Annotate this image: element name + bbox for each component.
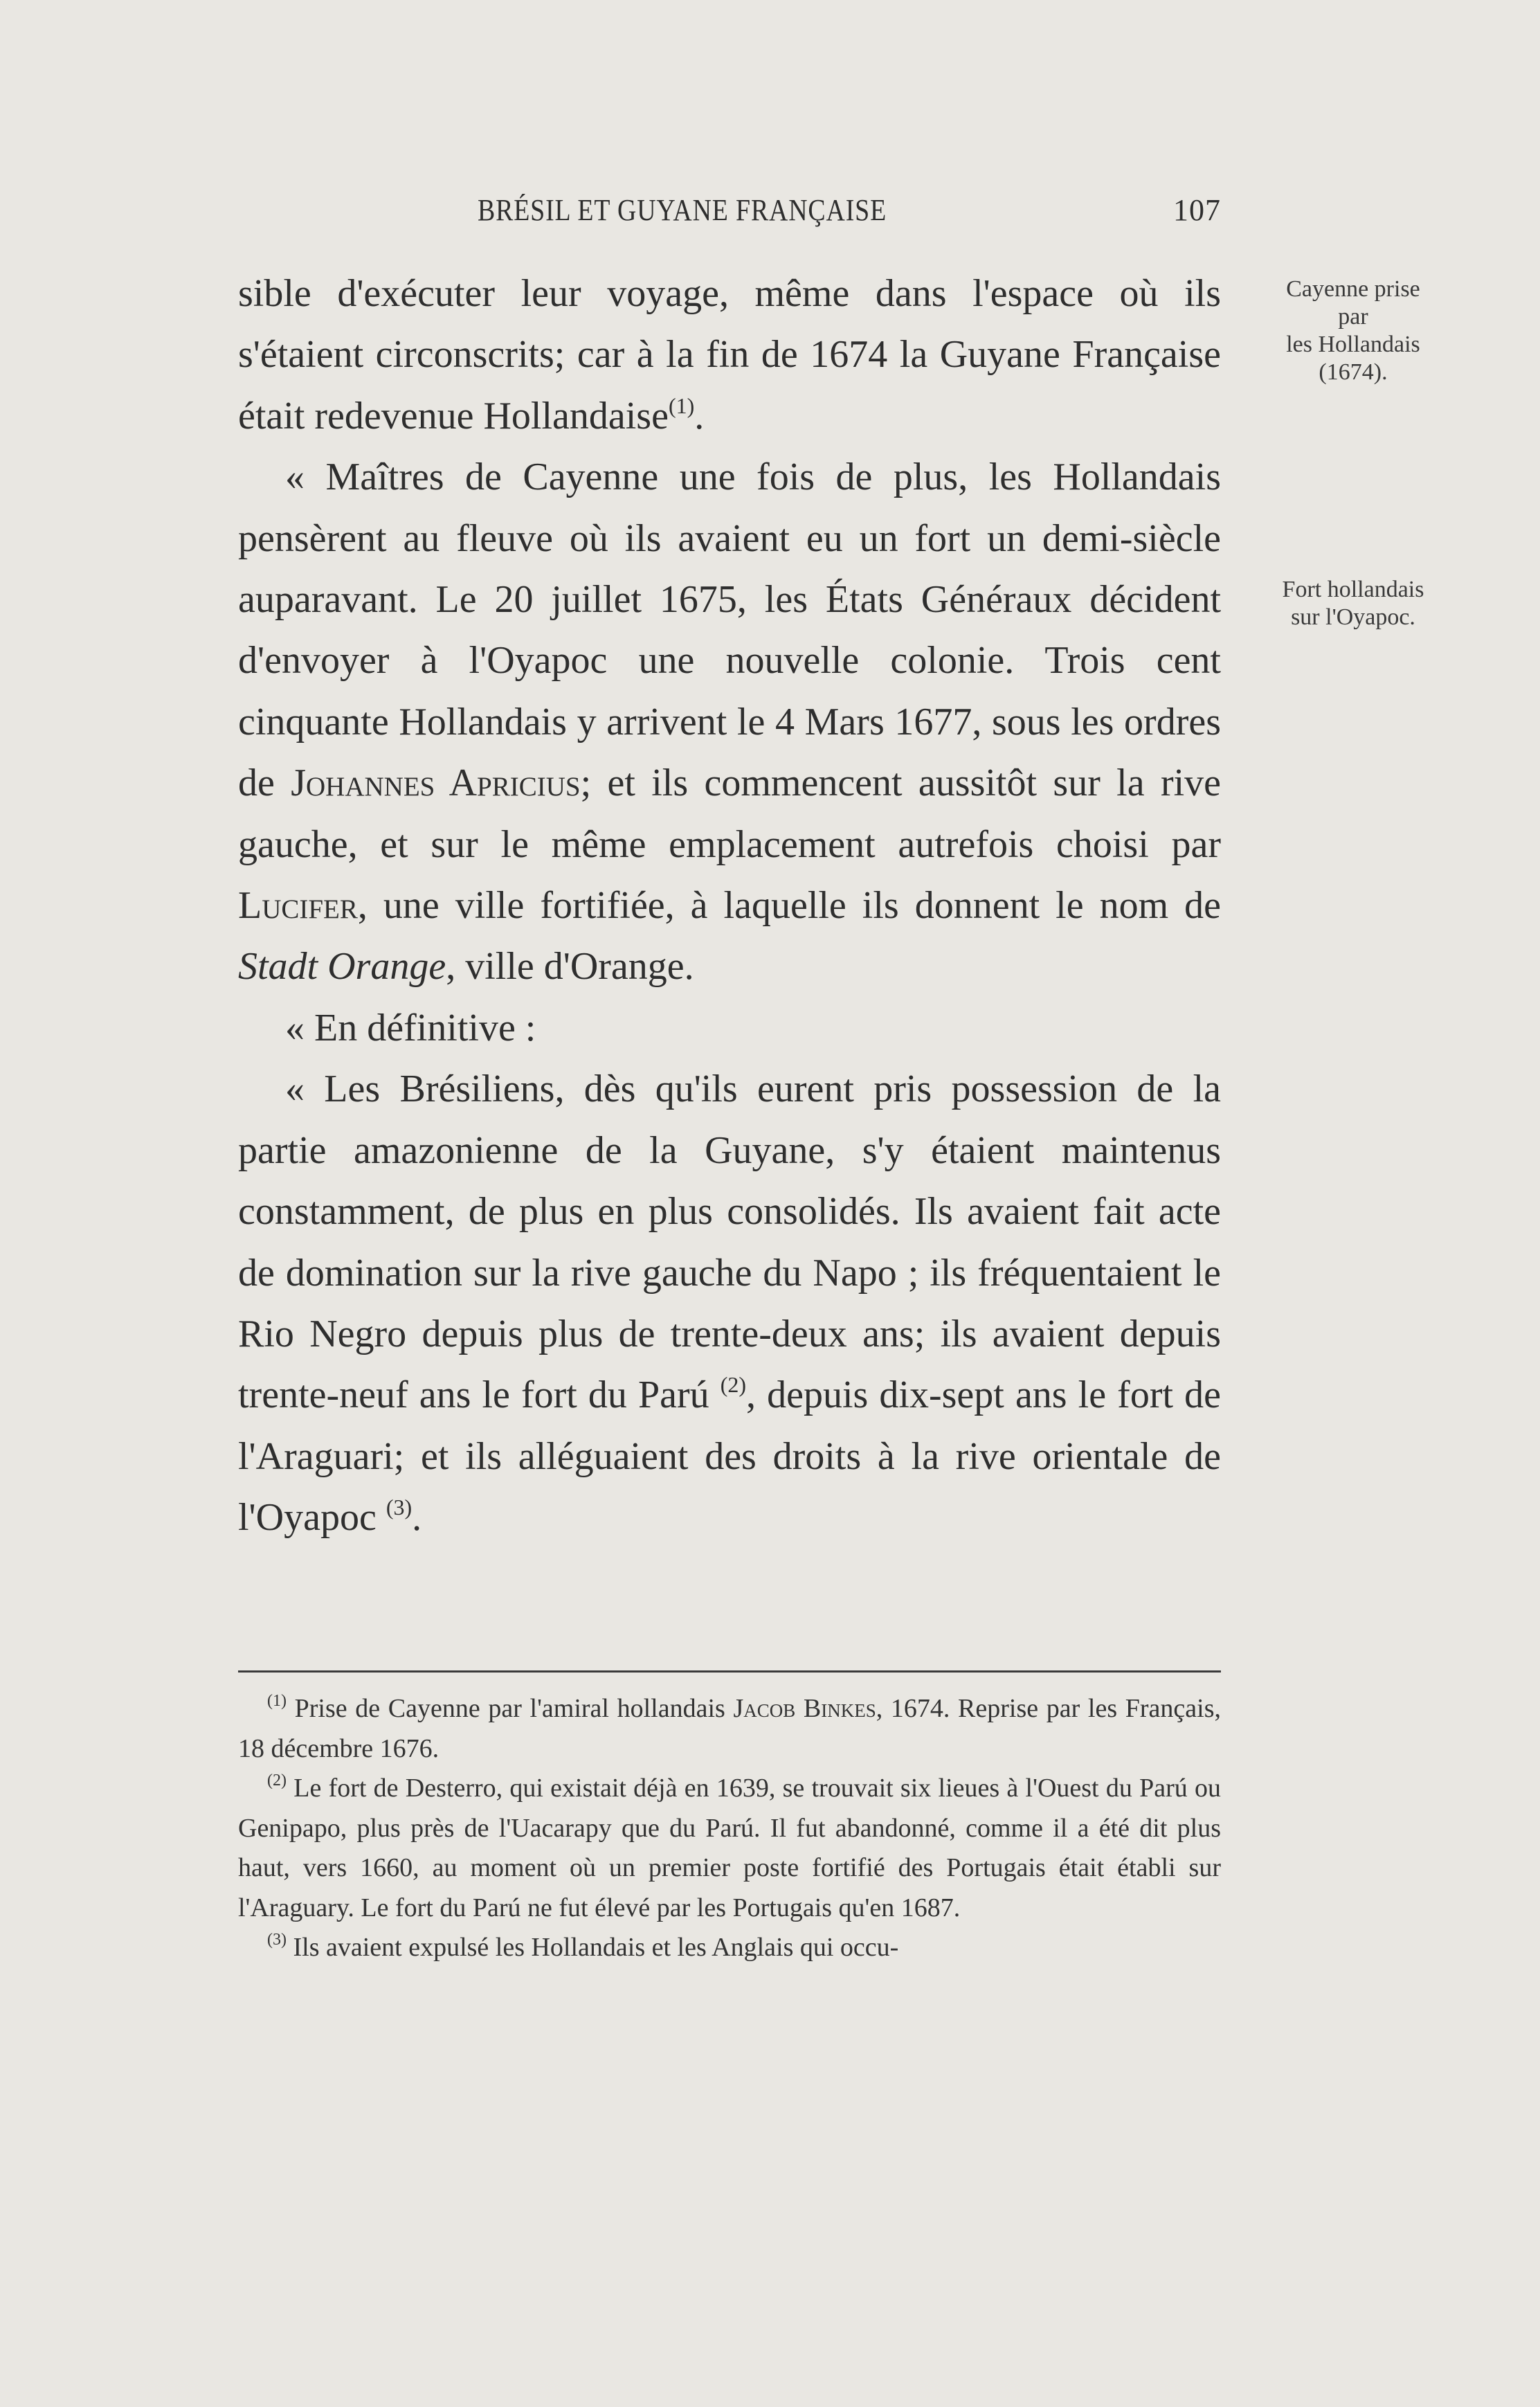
footnotes (238, 1689, 1221, 1968)
footnote-ref-2: (2) (720, 1372, 747, 1398)
margin-note-cayenne: Cayenne prise par les Hollandais (1674). (1286, 276, 1420, 385)
footnote-ref-1: (1) (668, 393, 695, 418)
person-name-lucifer: Lucifer (238, 884, 358, 928)
town-name: Stadt Orange (238, 945, 446, 989)
paragraph-1: sible d'exécuter leur voyage, même dans l'espace où ils s'étaient circonscrits; car à la fin de 1674 la Guyane Française était redevenue Hollandaise$^{(1)}$. (238, 272, 1221, 438)
paragraph-2: « Maîtres de Cayenne une fois de plus, les Hollandais pensèrent au fleuve où ils avaient eu un fort un demi-siècle auparavant. Le 20 juillet 1675, les États Généraux décident d'envoyer à l'Oyapoc une nouvelle colonie. Trois cent cinquante Hollandais y arrivent le 4 Mars 1677, sous les ordres de Johannes Apricius; et ils commencent aussitôt sur la rive gauche, et sur le même emplacement autrefois choisi par Lucifer, une ville fortifiée, à laquelle ils donnent le nom de Stadt Orange, ville d'Orange. (238, 456, 1221, 989)
person-name-apricius: Johannes Apricius (291, 761, 581, 805)
footnote-divider (238, 1670, 1221, 1673)
paragraph-3: « En définitive : (285, 1006, 536, 1049)
main-text (238, 263, 1221, 1549)
footnote-3: $^{(3)}$ Ils avaient expulsé les Hollandais et les Anglais qui occu- (267, 1931, 899, 1962)
running-title: BRÉSIL ET GUYANE FRANÇAISE (478, 193, 887, 227)
page-number: 107 (1173, 193, 1221, 227)
footnote-1: $^{(1)}$ Prise de Cayenne par l'amiral hollandais Jacob Binkes, 1674. Reprise par les Français, 18 décembre 1676. (238, 1692, 1221, 1763)
margin-note-fort: Fort hollandais sur l'Oyapoc. (1282, 577, 1424, 630)
footnote-2: $^{(2)}$ Le fort de Desterro, qui existait déjà en 1639, se trouvait six lieues à l'Ouest du Parú ou Genipapo, plus près de l'Uacarapy que du Parú. Il fut abandonné, comme il a été dit plus haut, vers 1660, au moment où un premier poste fortifié des Portugais était établi sur l'Araguary. Le fort du Parú ne fut élevé par les Portugais qu'en 1687. (238, 1772, 1221, 1922)
footnote-ref-3: (3) (386, 1495, 413, 1520)
paragraph-4: « Les Brésiliens, dès qu'ils eurent pris possession de la partie amazonienne de la Guyane, s'y étaient maintenus constamment, de plus en plus consolidés. Ils avaient fait acte de domination sur la rive gauche du Napo ; ils fréquentaient le Rio Negro depuis plus de trente-deux ans; ils avaient depuis trente-neuf ans le fort du Parú $^{(2)}$, depuis dix-sept ans le fort de l'Araguari; et ils alléguaient des droits à la rive orientale de l'Oyapoc $^{(3)}$. (238, 1067, 1221, 1540)
running-head (238, 192, 1221, 234)
